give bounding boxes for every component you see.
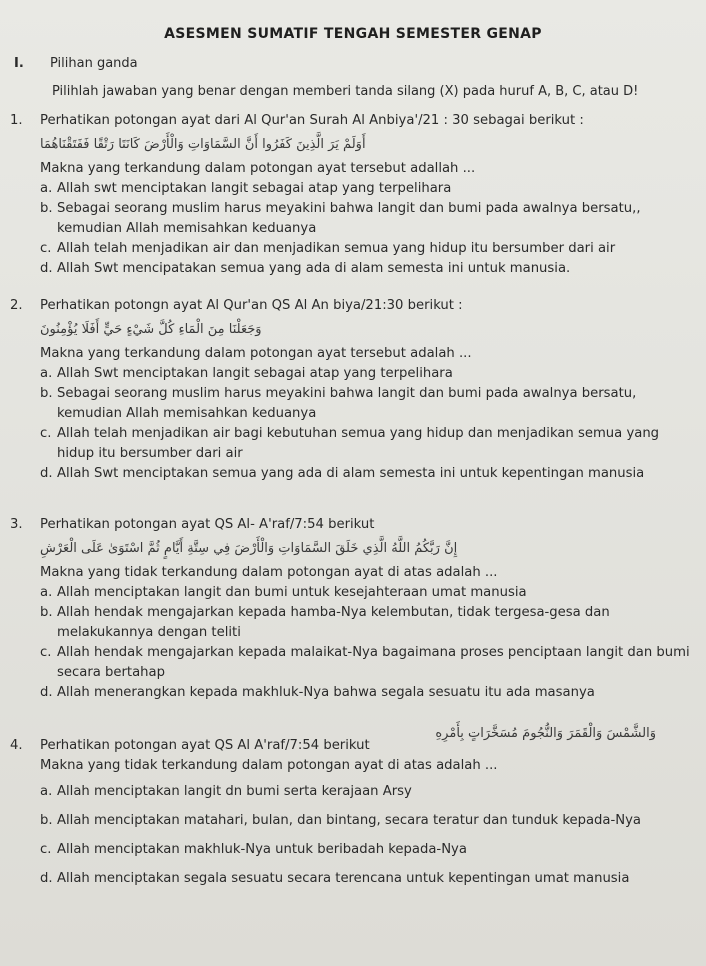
option-d[interactable] xyxy=(40,259,696,279)
question-number: 1. xyxy=(10,113,23,128)
option-b[interactable] xyxy=(40,199,696,239)
option-text: Sebagai seorang muslim harus meyakini bahwa langit dan bumi pada awalnya bersatu,, kemudian Allah memisahkan keduanya xyxy=(57,201,641,236)
options-list xyxy=(10,583,696,703)
question-number: 3. xyxy=(10,517,23,532)
option-text: Allah swt menciptakan langit sebagai atap yang terpelihara xyxy=(57,181,452,196)
option-text: Allah Swt menciptakan semua yang ada di alam semesta ini untuk kepentingan manusia xyxy=(57,466,645,481)
question-3 xyxy=(10,515,696,703)
option-d[interactable] xyxy=(40,683,696,703)
option-a[interactable] xyxy=(40,179,696,199)
option-b[interactable] xyxy=(40,811,696,831)
option-c[interactable] xyxy=(40,643,696,683)
option-text: Allah menciptakan makhluk-Nya untuk beribadah kepada-Nya xyxy=(57,842,467,857)
section-label: Pilihan ganda xyxy=(50,56,138,71)
option-letter: d. xyxy=(40,261,53,276)
question-prompt: Makna yang terkandung dalam potongan ayat tersebut adallah ... xyxy=(40,161,476,176)
option-c[interactable] xyxy=(40,239,696,259)
option-a[interactable] xyxy=(40,364,696,384)
question-2 xyxy=(10,296,696,484)
question-number: 4. xyxy=(10,738,23,753)
option-letter: a. xyxy=(40,181,53,196)
question-prompt: Makna yang terkandung dalam potongan ayat tersebut adalah ... xyxy=(40,346,472,361)
option-text: Allah hendak mengajarkan kepada malaikat-Nya bagaimana proses penciptaan langit dan bumi secara bertahap xyxy=(57,645,690,680)
page-title: ASESMEN SUMATIF TENGAH SEMESTER GENAP xyxy=(164,26,542,42)
option-text: Allah menciptakan langit dn bumi serta kerajaan Arsy xyxy=(57,784,412,799)
arabic-verse: أَوَلَمْ يَرَ الَّذِينَ كَفَرُوا أَنَّ السَّمَاوَاتِ وَالْأَرْضَ كَانَتَا رَتْقًا فَفَتَقْنَاهُمَا xyxy=(40,137,366,152)
option-text: Allah menciptakan segala sesuatu secara terencana untuk kepentingan umat manusia xyxy=(57,871,630,886)
question-4 xyxy=(10,726,696,898)
option-letter: d. xyxy=(40,871,53,886)
option-text: Allah telah menjadikan air bagi kebutuhan semua yang hidup dan menjadikan semua yang hidup itu bersumber dari air xyxy=(57,426,660,461)
question-number: 2. xyxy=(10,298,23,313)
option-letter: b. xyxy=(40,605,53,620)
option-letter: c. xyxy=(40,426,52,441)
option-text: Allah menciptakan langit dan bumi untuk kesejahteraan umat manusia xyxy=(57,585,527,600)
option-letter: a. xyxy=(40,784,53,799)
arabic-verse: وَالشَّمْسَ وَالْقَمَرَ وَالنُّجُومَ مُسَخَّرَاتٍ بِأَمْرِهِ xyxy=(435,726,656,741)
option-letter: b. xyxy=(40,386,53,401)
option-text: Allah Swt menciptakan langit sebagai atap yang terpelihara xyxy=(57,366,453,381)
question-stem: Perhatikan potongn ayat Al Qur'an QS Al An biya/21:30 berikut : xyxy=(40,298,463,313)
question-1 xyxy=(10,111,696,279)
options-list xyxy=(10,179,696,279)
option-letter: c. xyxy=(40,241,52,256)
option-letter: c. xyxy=(40,645,52,660)
option-letter: d. xyxy=(40,685,53,700)
option-d[interactable] xyxy=(40,464,696,484)
options-list xyxy=(10,782,696,889)
option-a[interactable] xyxy=(40,782,696,802)
arabic-verse: إِنَّ رَبَّكُمُ اللَّهُ الَّذِي خَلَقَ السَّمَاوَاتِ وَالْأَرْضَ فِي سِتَّةِ أَيَّامٍ ثُمَّ اسْتَوَىٰ عَلَى الْعَرْشِ xyxy=(40,541,458,556)
option-letter: a. xyxy=(40,585,53,600)
option-text: Sebagai seorang muslim harus meyakini bahwa langit dan bumi pada awalnya bersatu, kemudian Allah memisahkan keduanya xyxy=(57,386,637,421)
instruction-text: Pilihlah jawaban yang benar dengan memberi tanda silang (X) pada huruf A, B, C, atau D! xyxy=(52,84,639,99)
option-text: Allah hendak mengajarkan kepada hamba-Nya kelembutan, tidak tergesa-gesa dan melakukannya dengan teliti xyxy=(57,605,610,640)
section-numeral: I. xyxy=(14,56,24,71)
option-b[interactable] xyxy=(40,384,696,424)
section-heading xyxy=(14,56,138,71)
option-letter: d. xyxy=(40,466,53,481)
question-stem: Perhatikan potongan ayat dari Al Qur'an Surah Al Anbiya'/21 : 30 sebagai berikut : xyxy=(40,113,584,128)
options-list xyxy=(10,364,696,484)
option-text: Allah telah menjadikan air dan menjadikan semua yang hidup itu bersumber dari air xyxy=(57,241,616,256)
option-text: Allah Swt mencipatakan semua yang ada di alam semesta ini untuk manusia. xyxy=(57,261,571,276)
arabic-verse: وَجَعَلْنَا مِنَ الْمَاءِ كُلَّ شَيْءٍ حَيٍّ أَفَلَا يُؤْمِنُونَ xyxy=(40,322,262,337)
option-letter: b. xyxy=(40,813,53,828)
option-b[interactable] xyxy=(40,603,696,643)
option-text: Allah menerangkan kepada makhluk-Nya bahwa segala sesuatu itu ada masanya xyxy=(57,685,595,700)
question-stem: Perhatikan potongan ayat QS Al- A'raf/7:54 berikut xyxy=(40,517,375,532)
option-letter: a. xyxy=(40,366,53,381)
question-prompt: Makna yang tidak terkandung dalam potongan ayat di atas adalah ... xyxy=(40,758,498,773)
option-text: Allah menciptakan matahari, bulan, dan bintang, secara teratur dan tunduk kepada-Nya xyxy=(57,813,642,828)
option-c[interactable] xyxy=(40,840,696,860)
question-stem: Perhatikan potongan ayat QS Al A'raf/7:54 berikut xyxy=(40,738,370,753)
option-letter: b. xyxy=(40,201,53,216)
question-prompt: Makna yang tidak terkandung dalam potongan ayat di atas adalah ... xyxy=(40,565,498,580)
option-c[interactable] xyxy=(40,424,696,464)
option-a[interactable] xyxy=(40,583,696,603)
option-letter: c. xyxy=(40,842,52,857)
option-d[interactable] xyxy=(40,869,696,889)
